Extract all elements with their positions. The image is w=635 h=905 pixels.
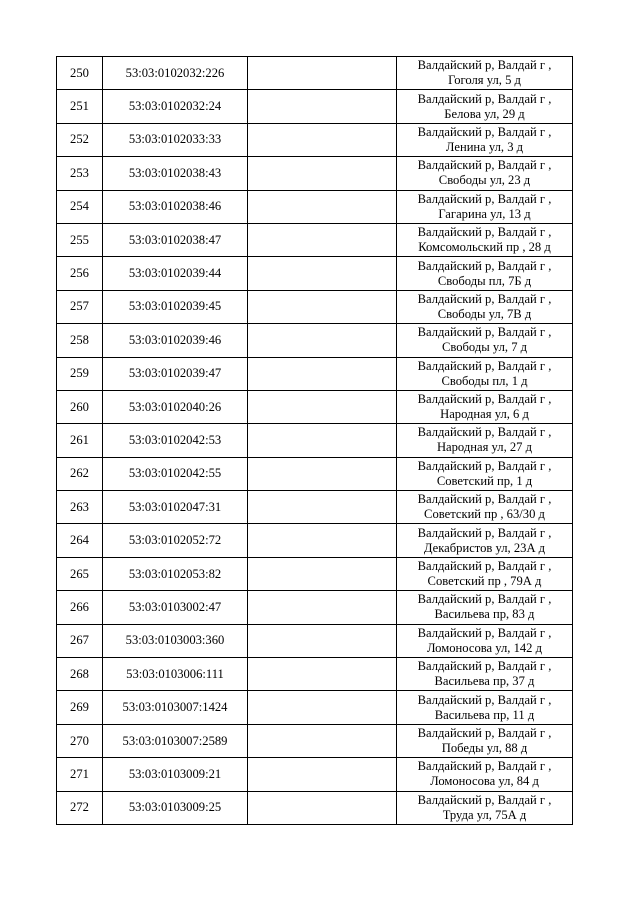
address-line-district: Валдайский р, Валдай г ,: [417, 525, 552, 540]
row-number-cell: 271: [57, 758, 103, 791]
table-row: [57, 123, 573, 156]
cadastral-number-cell: 53:03:0103007:1424: [103, 691, 248, 724]
address-line-street: Гоголя ул, 5 д: [448, 73, 521, 88]
table-row: [57, 357, 573, 390]
address-line-street: Победы ул, 88 д: [441, 741, 528, 755]
cadastral-number-cell: 53:03:0102040:26: [103, 390, 248, 423]
row-number-cell: 256: [57, 257, 103, 290]
empty-cell: [248, 157, 397, 190]
table-row: [57, 324, 573, 357]
address-line-district: Валдайский р, Валдай г ,: [417, 492, 552, 507]
address-cell: [397, 424, 573, 457]
row-number-cell: 272: [57, 791, 103, 824]
table-row: [57, 190, 573, 223]
table-body: [57, 57, 573, 825]
table-row: [57, 491, 573, 524]
empty-cell: [248, 90, 397, 123]
row-number-cell: 258: [57, 324, 103, 357]
cadastral-number-cell: 53:03:0102039:44: [103, 257, 248, 290]
cadastral-number-cell: 53:03:0102032:24: [103, 90, 248, 123]
empty-cell: [248, 457, 397, 490]
address-line-street: Свободы пл, 7Б д: [437, 273, 532, 288]
address-line-district: Валдайский р, Валдай г ,: [417, 692, 552, 707]
address-line-district: Валдайский р, Валдай г ,: [417, 559, 552, 574]
empty-cell: [248, 524, 397, 557]
registry-table: [56, 56, 573, 825]
address-line-district: Валдайский р, Валдай г ,: [417, 458, 552, 473]
row-number-cell: 259: [57, 357, 103, 390]
address-line-street: Ломоносова ул, 84 д: [430, 774, 539, 789]
table-row: [57, 691, 573, 724]
table-row: [57, 390, 573, 423]
empty-cell: [248, 658, 397, 691]
address-line-street: Народная ул, 6 д: [440, 407, 529, 422]
row-number-cell: 262: [57, 457, 103, 490]
address-line-street: Свободы пл, 1 д: [441, 373, 528, 388]
table-row: [57, 557, 573, 590]
cadastral-number-cell: 53:03:0102047:31: [103, 491, 248, 524]
empty-cell: [248, 123, 397, 156]
cadastral-number-cell: 53:03:0102039:46: [103, 324, 248, 357]
address-cell: [397, 724, 573, 757]
address-line-district: Валдайский р, Валдай г ,: [417, 124, 552, 139]
table-row: [57, 791, 573, 824]
row-number-cell: 264: [57, 524, 103, 557]
row-number-cell: 257: [57, 290, 103, 323]
cadastral-number-cell: 53:03:0102042:55: [103, 457, 248, 490]
row-number-cell: 250: [57, 57, 103, 90]
table-row: [57, 658, 573, 691]
address-line-district: Валдайский р, Валдай г ,: [417, 592, 552, 607]
cadastral-number-cell: 53:03:0103003:360: [103, 624, 248, 657]
table-row: [57, 758, 573, 791]
cadastral-number-cell: 53:03:0103002:47: [103, 591, 248, 624]
row-number-cell: 255: [57, 223, 103, 256]
table-row: [57, 724, 573, 757]
row-number-cell: 269: [57, 691, 103, 724]
address-cell: [397, 658, 573, 691]
cadastral-number-cell: 53:03:0102032:226: [103, 57, 248, 90]
table-row: [57, 457, 573, 490]
address-cell: [397, 157, 573, 190]
address-cell: [397, 324, 573, 357]
address-line-street: Труда ул, 75А д: [442, 807, 527, 822]
table-row: [57, 257, 573, 290]
address-line-street: Декабристов ул, 23А д: [423, 540, 546, 555]
address-line-district: Валдайский р, Валдай г ,: [417, 158, 552, 173]
cadastral-number-cell: 53:03:0103007:2589: [103, 724, 248, 757]
cadastral-number-cell: 53:03:0102038:46: [103, 190, 248, 223]
table-row: [57, 223, 573, 256]
cadastral-number-cell: 53:03:0102038:43: [103, 157, 248, 190]
address-cell: [397, 491, 573, 524]
cadastral-number-cell: 53:03:0102039:45: [103, 290, 248, 323]
address-line-street: Советский пр, 1 д: [436, 473, 533, 488]
address-line-street: Васильева пр, 37 д: [434, 674, 535, 689]
table-row: [57, 624, 573, 657]
address-line-street: Советский пр , 79А д: [427, 574, 542, 589]
row-number-cell: 263: [57, 491, 103, 524]
empty-cell: [248, 791, 397, 824]
row-number-cell: 260: [57, 390, 103, 423]
address-line-district: Валдайский р, Валдай г ,: [417, 659, 552, 674]
address-cell: [397, 624, 573, 657]
address-cell: [397, 257, 573, 290]
row-number-cell: 252: [57, 123, 103, 156]
address-line-street: Ломоносова ул, 142 д: [426, 640, 543, 655]
cadastral-number-cell: 53:03:0103009:25: [103, 791, 248, 824]
address-cell: [397, 557, 573, 590]
address-line-district: Валдайский р, Валдай г ,: [417, 425, 552, 440]
address-line-street: Свободы ул, 7В д: [437, 306, 532, 321]
address-line-street: Васильева пр, 11 д: [434, 707, 535, 722]
address-cell: [397, 758, 573, 791]
address-cell: [397, 90, 573, 123]
empty-cell: [248, 758, 397, 791]
address-line-district: Валдайский р, Валдай г ,: [417, 58, 552, 73]
empty-cell: [248, 491, 397, 524]
address-cell: [397, 223, 573, 256]
cadastral-number-cell: 53:03:0102042:53: [103, 424, 248, 457]
address-cell: [397, 691, 573, 724]
address-cell: [397, 791, 573, 824]
empty-cell: [248, 691, 397, 724]
row-number-cell: 267: [57, 624, 103, 657]
row-number-cell: 251: [57, 90, 103, 123]
address-line-street: Свободы ул, 7 д: [441, 340, 528, 355]
empty-cell: [248, 390, 397, 423]
address-line-street: Ленина ул, 3 д: [445, 139, 524, 154]
table-row: [57, 157, 573, 190]
table-row: [57, 290, 573, 323]
empty-cell: [248, 324, 397, 357]
address-cell: [397, 390, 573, 423]
cadastral-number-cell: 53:03:0103009:21: [103, 758, 248, 791]
address-line-street: Народная ул, 27 д: [436, 440, 533, 455]
address-line-district: Валдайский р, Валдай г ,: [417, 225, 552, 240]
table-row: [57, 57, 573, 90]
address-line-district: Валдайский р, Валдай г ,: [417, 759, 552, 774]
table-row: [57, 524, 573, 557]
address-line-street: Гагарина ул, 13 д: [438, 206, 531, 221]
address-line-district: Валдайский р, Валдай г ,: [417, 291, 552, 306]
empty-cell: [248, 624, 397, 657]
row-number-cell: 253: [57, 157, 103, 190]
address-line-district: Валдайский р, Валдай г ,: [417, 258, 552, 273]
empty-cell: [248, 223, 397, 256]
address-line-district: Валдайский р, Валдай г ,: [417, 358, 552, 373]
address-cell: [397, 190, 573, 223]
empty-cell: [248, 290, 397, 323]
cadastral-number-cell: 53:03:0102033:33: [103, 123, 248, 156]
empty-cell: [248, 257, 397, 290]
address-cell: [397, 123, 573, 156]
address-line-district: Валдайский р, Валдай г ,: [417, 392, 552, 407]
address-line-street: Белова ул, 29 д: [444, 106, 525, 121]
address-line-street: Советский пр , 63/30 д: [424, 507, 545, 522]
empty-cell: [248, 57, 397, 90]
address-cell: [397, 524, 573, 557]
empty-cell: [248, 591, 397, 624]
address-line-district: Валдайский р, Валдай г ,: [417, 191, 552, 206]
cadastral-number-cell: 53:03:0102053:82: [103, 557, 248, 590]
address-line-street: Комсомольский пр , 28 д: [418, 240, 551, 255]
address-line-district: Валдайский р, Валдай г ,: [417, 91, 552, 106]
cadastral-number-cell: 53:03:0102039:47: [103, 357, 248, 390]
address-line-district: Валдайский р, Валдай г ,: [417, 792, 552, 807]
address-cell: [397, 357, 573, 390]
row-number-cell: 265: [57, 557, 103, 590]
empty-cell: [248, 357, 397, 390]
empty-cell: [248, 724, 397, 757]
table-row: [57, 591, 573, 624]
row-number-cell: 254: [57, 190, 103, 223]
address-line-street: Васильева пр, 83 д: [434, 607, 535, 622]
empty-cell: [248, 424, 397, 457]
address-cell: [397, 57, 573, 90]
table-row: [57, 424, 573, 457]
cadastral-number-cell: 53:03:0102038:47: [103, 223, 248, 256]
address-cell: [397, 457, 573, 490]
empty-cell: [248, 557, 397, 590]
row-number-cell: 261: [57, 424, 103, 457]
row-number-cell: 266: [57, 591, 103, 624]
address-line-district: Валдайский р, Валдай г ,: [417, 325, 552, 340]
address-line-district: Валдайский р, Валдай г ,: [417, 726, 552, 740]
address-line-street: Свободы ул, 23 д: [438, 173, 531, 188]
address-cell: [397, 591, 573, 624]
row-number-cell: 270: [57, 724, 103, 757]
address-cell: [397, 290, 573, 323]
cadastral-number-cell: 53:03:0103006:111: [103, 658, 248, 691]
empty-cell: [248, 190, 397, 223]
table-row: [57, 90, 573, 123]
cadastral-number-cell: 53:03:0102052:72: [103, 524, 248, 557]
row-number-cell: 268: [57, 658, 103, 691]
address-line-district: Валдайский р, Валдай г ,: [417, 625, 552, 640]
